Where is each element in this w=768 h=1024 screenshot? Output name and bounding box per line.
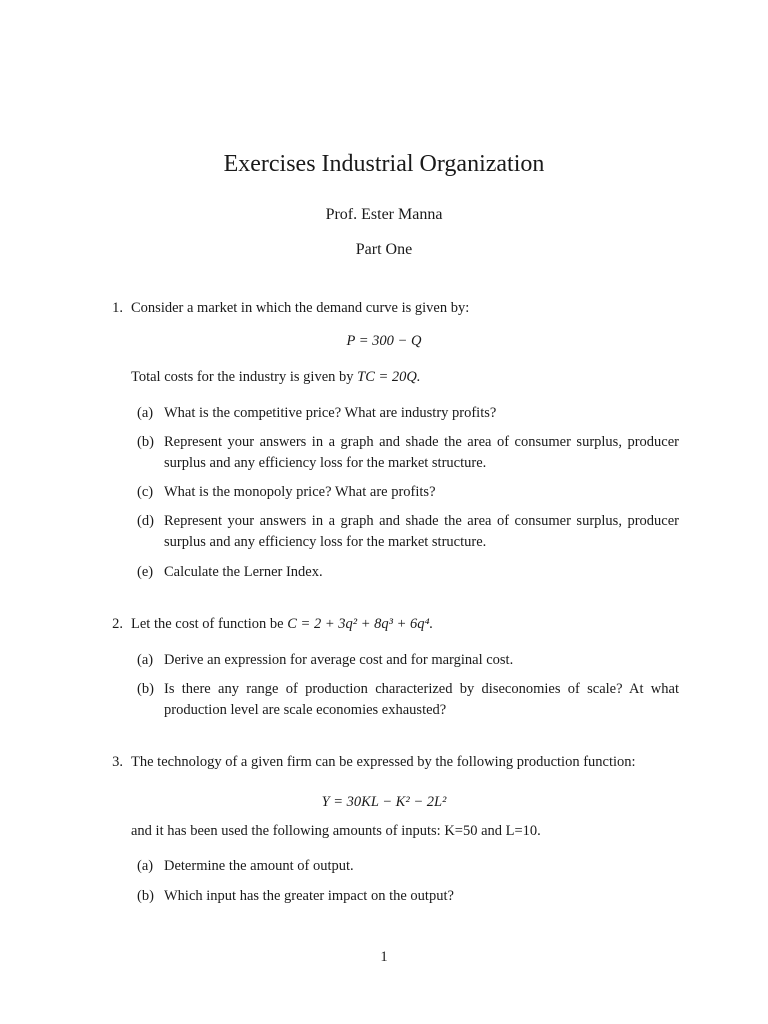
item-text: Represent your answers in a graph and shade the area of consumer surplus, producer surplus and any efficiency loss for the market structure. (164, 513, 679, 550)
item-label: (a) (137, 652, 154, 668)
item-text: Is there any range of production characterized by diseconomies of scale? At what production level are scale economies exhausted? (164, 681, 679, 718)
item-text: Derive an expression for average cost and for marginal cost. (164, 652, 514, 668)
cost-text: Total costs for the industry is given by (131, 369, 354, 385)
item-label: (b) (137, 434, 154, 450)
item-label: (a) (137, 405, 154, 421)
item-text: What is the competitive price? What are industry profits? (164, 405, 497, 421)
exercise-intro: The technology of a given firm can be expressed by the following production function: (131, 754, 636, 770)
item-label: (a) (137, 858, 154, 874)
item-text: Calculate the Lerner Index. (164, 564, 323, 580)
item-text: Represent your answers in a graph and shade the area of consumer surplus, producer surplus and any efficiency loss for the market structure. (164, 434, 679, 471)
demand-equation: P = 300 − Q (346, 333, 422, 349)
item-label: (b) (137, 888, 154, 904)
intro-text: Let the cost of function be (131, 616, 284, 632)
inputs-statement: and it has been used the following amounts of inputs: K=50 and L=10. (131, 823, 541, 839)
exercise-intro: Consider a market in which the demand curve is given by: (131, 300, 470, 316)
exercise-number: 3. (112, 754, 123, 770)
cost-statement (131, 367, 421, 388)
item-label: (d) (137, 513, 154, 529)
cost-function-formula: C = 2 + 3q² + 8q³ + 6q⁴. (287, 616, 434, 632)
document-title: Exercises Industrial Organization (223, 151, 545, 177)
production-function-equation: Y = 30KL − K² − 2L² (321, 794, 447, 810)
part-label: Part One (355, 241, 413, 258)
exercise-number: 2. (112, 616, 123, 632)
exercise-number: 1. (112, 300, 123, 316)
item-text: Determine the amount of output. (164, 858, 354, 874)
item-label: (c) (137, 484, 154, 500)
item-text: What is the monopoly price? What are profits? (164, 484, 436, 500)
item-label: (b) (137, 681, 154, 697)
item-label: (e) (137, 564, 154, 580)
author-name: Prof. Ester Manna (325, 206, 443, 223)
page-number: 1 (380, 949, 388, 965)
exercise-intro (131, 614, 433, 635)
item-text: Which input has the greater impact on the output? (164, 888, 454, 904)
cost-formula: TC = 20Q. (357, 369, 421, 385)
